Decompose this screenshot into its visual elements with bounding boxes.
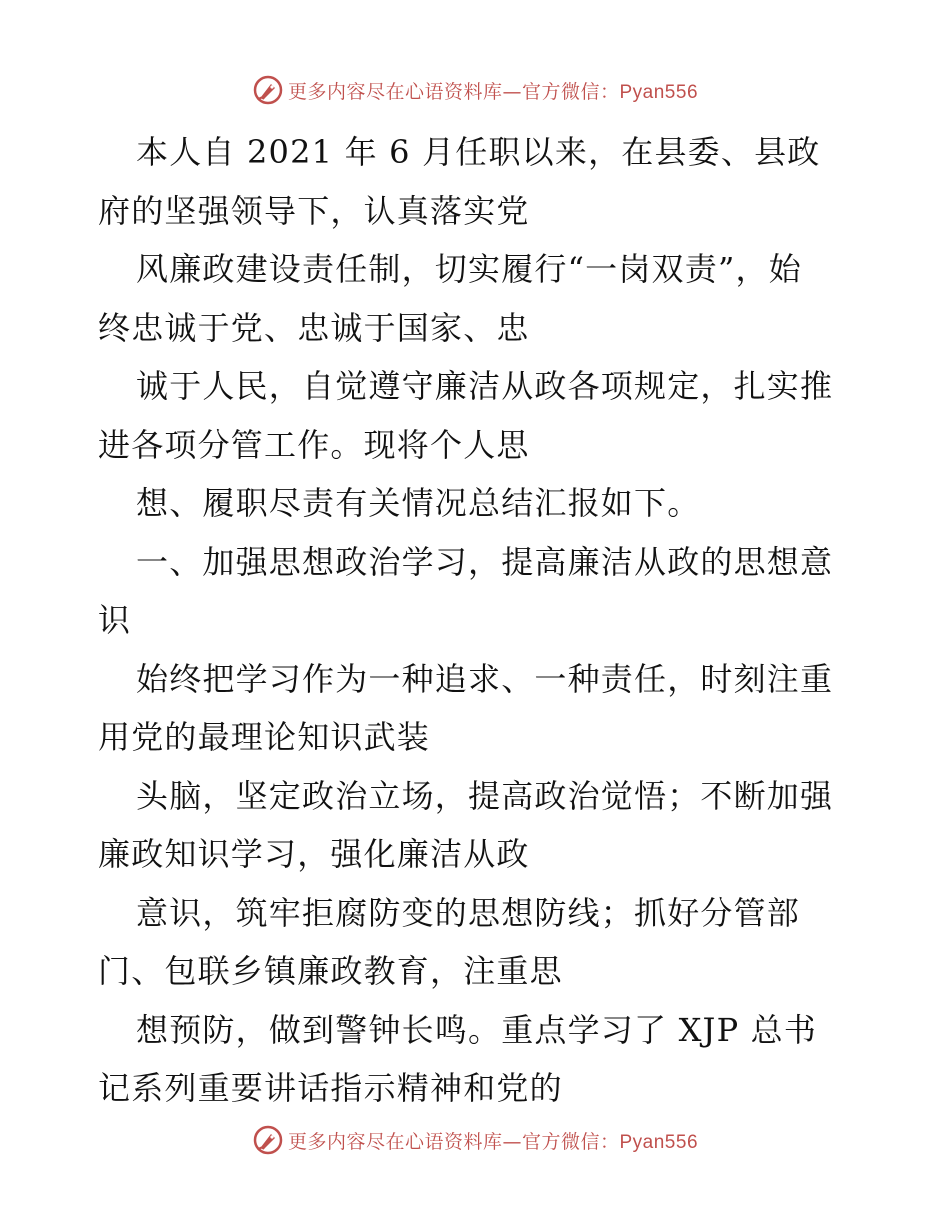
body-text-line: 廉政知识学习，强化廉洁从政 [98, 835, 530, 873]
pen-nib-logo-icon [252, 1124, 284, 1156]
wechat-handle: Pyan556 [619, 81, 699, 103]
body-text-line: 意识，筑牢拒腐防变的思想防线；抓好分管部 [136, 893, 801, 932]
body-text-line: 风廉政建设责任制，切实履行“一岗双责”，始 [136, 250, 802, 288]
body-text-line: 用党的最理论知识武装 [98, 718, 431, 756]
body-text-line: 头脑，坚定政治立场，提高政治觉悟；不断加强 [136, 776, 834, 815]
footer-watermark-text: 更多内容尽在心语资料库—官方微信：Pyan556 [287, 1130, 699, 1153]
body-text-line: 记系列重要讲话指示精神和党的 [98, 1069, 563, 1107]
pen-nib-logo-icon [252, 74, 284, 106]
body-text-line: 进各项分管工作。现将个人思 [98, 425, 530, 464]
body-text-line: 识 [98, 601, 132, 639]
body-text-line: 府的坚强领导下，认真落实党 [98, 191, 530, 230]
body-text-line: 想预防，做到警钟长鸣。重点学习了 XJP 总书 [136, 1010, 818, 1049]
footer-watermark-banner [0, 1120, 950, 1160]
body-text-line: 终忠诚于党、忠诚于国家、忠 [98, 308, 530, 347]
wechat-handle: Pyan556 [619, 1131, 699, 1153]
header-watermark-text: 更多内容尽在心语资料库—官方微信：Pyan556 [287, 80, 699, 103]
header-watermark-banner [0, 70, 950, 110]
body-text-line: 诚于人民，自觉遵守廉洁从政各项规定，扎实推 [136, 367, 834, 405]
body-text-line: 始终把学习作为一种追求、一种责任，时刻注重 [136, 659, 834, 698]
body-text-line: 门、包联乡镇廉政教育，注重思 [98, 952, 563, 990]
body-text-line: 想、履职尽责有关情况总结汇报如下。 [136, 484, 701, 522]
document-body [98, 123, 858, 1118]
body-text-line: 一、加强思想政治学习，提高廉洁从政的思想意 [136, 542, 834, 581]
body-text-line: 本人自 2021 年 6 月任职以来，在县委、县政 [136, 133, 821, 171]
